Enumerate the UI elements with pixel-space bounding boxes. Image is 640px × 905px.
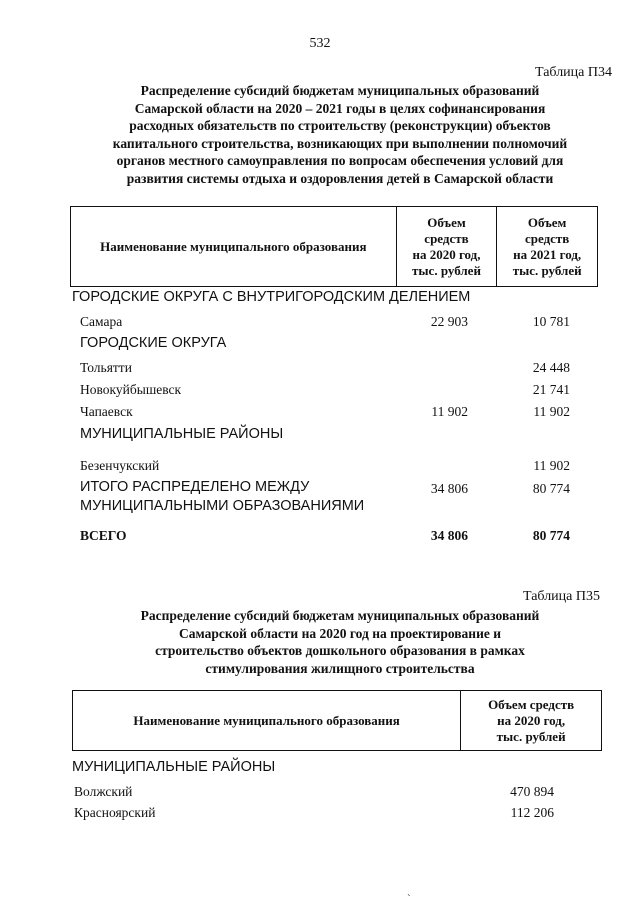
row-name-continued: МУНИЦИПАЛЬНЫМИ ОБРАЗОВАНИЯМИ <box>80 498 365 514</box>
value-2020: 34 806 <box>430 528 468 543</box>
value-2020: 112 206 <box>510 805 554 820</box>
row-name: Волжский <box>74 784 133 799</box>
value-2021: 11 902 <box>533 404 570 419</box>
section-heading: МУНИЦИПАЛЬНЫЕ РАЙОНЫ <box>80 426 284 442</box>
row-name: ВСЕГО <box>80 528 127 543</box>
table-p35-header <box>72 690 602 751</box>
value-2021: 80 774 <box>532 481 570 496</box>
caption-line: строительство объектов дошкольного образования в рамках <box>155 643 525 658</box>
row-name: Красноярский <box>74 805 156 820</box>
header-line: на 2020 год, <box>412 246 481 262</box>
caption-line: Распределение субсидий бюджетам муниципальных образований <box>140 83 540 98</box>
caption-line: стимулирования жилищного строительства <box>205 660 475 676</box>
row-name: Самара <box>80 314 123 329</box>
table-p35-label: Таблица П35 <box>523 589 600 604</box>
value-2021: 80 774 <box>532 528 570 543</box>
value-2021: 10 781 <box>532 314 570 329</box>
header-line: на 2020 год, <box>497 712 566 728</box>
header-line: Объем <box>427 214 466 230</box>
caption-line: Самарской области на 2020 год на проектирование и <box>178 625 502 641</box>
header-line: тыс. рублей <box>412 262 481 278</box>
column-header-2020 <box>461 691 602 751</box>
column-header-2020 <box>396 207 497 287</box>
row-name: Тольятти <box>80 360 132 375</box>
value-2021: 11 902 <box>533 458 570 473</box>
header-line: средств <box>424 230 469 246</box>
header-line: тыс. рублей <box>512 262 582 278</box>
value-2020: 34 806 <box>430 481 468 496</box>
column-header-name: Наименование муниципального образования <box>73 691 461 751</box>
caption-line: расходных обязательств по строительству (реконструкции) объектов <box>129 118 551 133</box>
row-name: Чапаевск <box>80 404 133 419</box>
value-2020: 470 894 <box>510 784 554 799</box>
row-name: Безенчукский <box>80 458 160 473</box>
caption-line: капитального строительства, возникающих при выполнении полномочий <box>112 135 568 151</box>
value-2021: 21 741 <box>532 382 570 397</box>
scan-mark: ˋ <box>407 893 411 905</box>
header-line: тыс. рублей <box>496 728 566 744</box>
caption-line: Распределение субсидий бюджетам муниципальных образований <box>140 608 540 623</box>
row-name: Новокуйбышевск <box>80 382 182 397</box>
value-2020: 22 903 <box>430 314 468 329</box>
page-number: 532 <box>309 36 331 51</box>
header-line: на 2021 год, <box>513 246 582 262</box>
column-header-name: Наименование муниципального образования <box>71 207 397 287</box>
section-heading: ГОРОДСКИЕ ОКРУГА <box>80 335 227 351</box>
table-p34-header <box>70 206 598 287</box>
caption-line: органов местного самоуправления по вопросам обеспечения условий для <box>116 153 564 168</box>
header-line: средств <box>524 230 570 246</box>
caption-line: Самарской области на 2020 – 2021 годы в целях софинансирования <box>134 100 546 116</box>
table-p34-caption <box>70 82 610 187</box>
value-2020: 11 902 <box>431 404 468 419</box>
header-line: Объем <box>527 214 567 230</box>
section-heading: ГОРОДСКИЕ ОКРУГА С ВНУТРИГОРОДСКИМ ДЕЛЕНИЕМ <box>72 289 471 305</box>
section-heading: МУНИЦИПАЛЬНЫЕ РАЙОНЫ <box>72 759 276 775</box>
table-p34-label: Таблица П34 <box>535 65 612 80</box>
value-2021: 24 448 <box>532 360 570 375</box>
table-p35-caption <box>70 607 610 677</box>
column-header-2021 <box>497 207 598 287</box>
header-line: Объем средств <box>488 696 575 712</box>
row-name: ИТОГО РАСПРЕДЕЛЕНО МЕЖДУ <box>80 479 310 495</box>
caption-line: развития системы отдыха и оздоровления детей в Самарской области <box>126 170 554 186</box>
